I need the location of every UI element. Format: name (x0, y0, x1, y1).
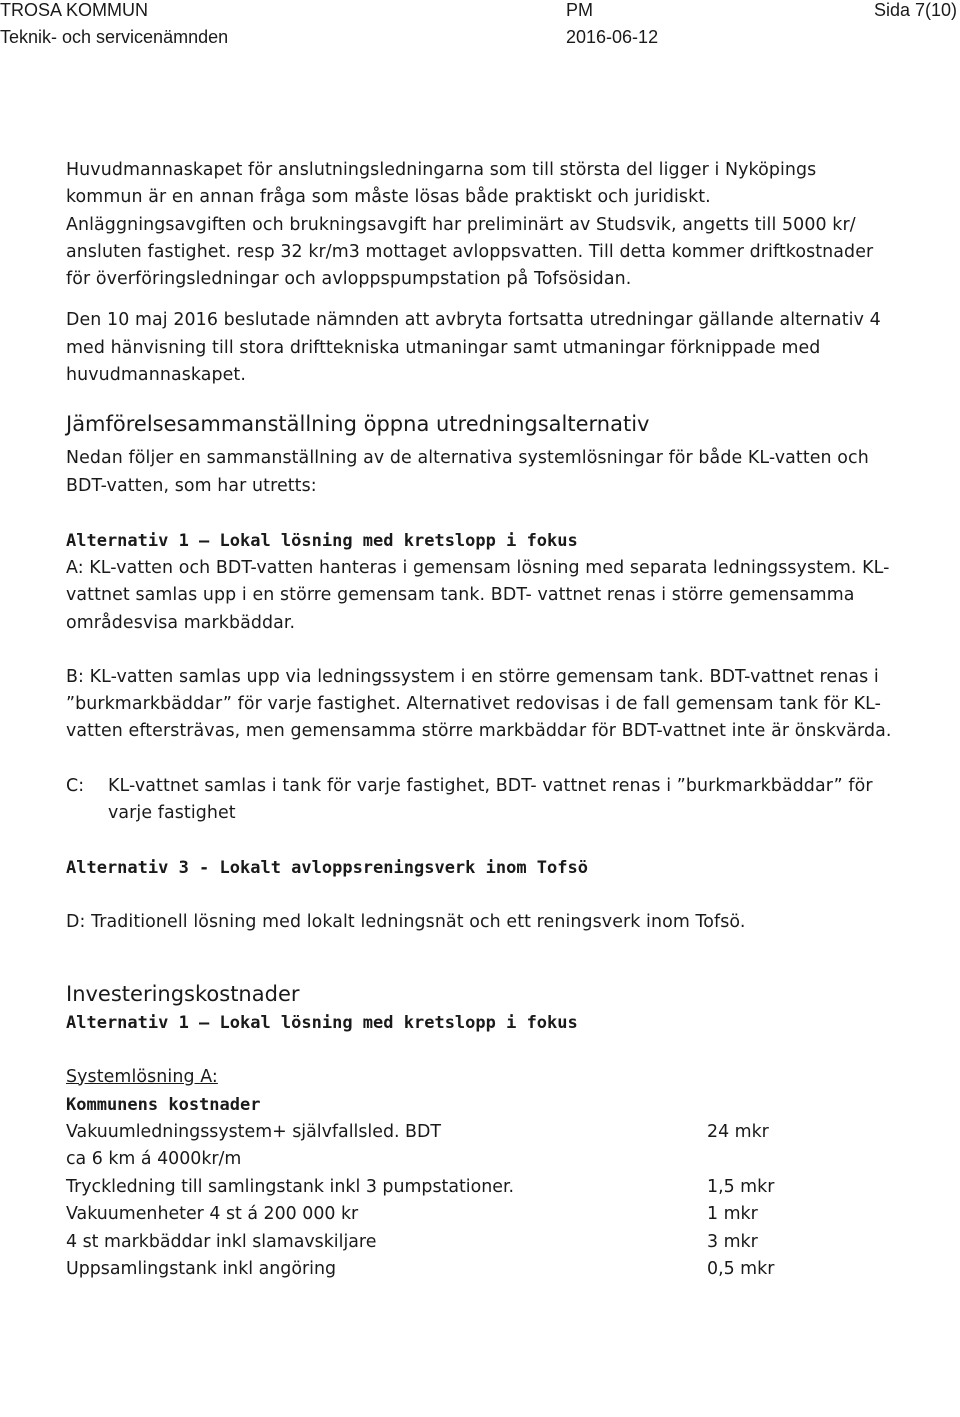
cost-item: Tryckledning till samlingstank inkl 3 pumpstationer. (66, 1176, 515, 1197)
paragraph-ownership: Huvudmannaskapet för anslutningsledningarna som till största del ligger i Nyköpings kommun är en annan fråga som måste lösas både praktiskt och juridiskt. (66, 160, 817, 208)
table-row (66, 1146, 896, 1174)
alt3-heading: Alternativ 3 - Lokalt avloppsreningsverk inom Tofsö (66, 858, 588, 879)
page-number: Sida 7(10) (873, 0, 957, 20)
option-c-text: KL-vattnet samlas i tank för varje fastighet, BDT- vattnet renas i ”burkmarkbäddar” för varje fastighet (108, 775, 873, 824)
doc-type: PM (566, 0, 593, 20)
paragraph-fees: Anläggningsavgiften och brukningsavgift har preliminärt av Studsvik, angetts till 5000 kr/ ansluten fastighet. resp 32 kr/m3 mottaget avloppsvatten. Till detta kommer driftkostnader för överföringsledningar och avloppspumpstation på Tofsösidan. (66, 214, 874, 290)
table-row (66, 1174, 896, 1202)
cost-item: Vakuumenheter 4 st á 200 000 kr (66, 1204, 359, 1225)
org-name: TROSA KOMMUN (0, 0, 149, 20)
cost-item: Uppsamlingstank inkl angöring (66, 1259, 337, 1280)
alt1-heading: Alternativ 1 – Lokal lösning med kretslopp i fokus (66, 530, 578, 551)
option-b: B: KL-vatten samlas upp via ledningssystem i en större gemensam tank. BDT-vattnet renas i ”burkmarkbäddar” för varje fastighet. Alternativet redovisas i de fall gemensam tank för KL-vatten eftersträvas, men gemensamma större markbäddar för BDT-vattnet inte är önskvärda. (66, 666, 892, 742)
investment-alt1-heading: Alternativ 1 – Lokal lösning med kretslopp i fokus (66, 1012, 578, 1033)
cost-table (66, 1119, 896, 1284)
doc-date: 2016-06-12 (566, 27, 659, 47)
comparison-intro: Nedan följer en sammanställning av de alternativa systemlösningar för både KL-vatten och BDT-vatten, som har utretts: (66, 448, 869, 496)
table-row (66, 1119, 896, 1147)
cost-value: 1 mkr (707, 1204, 758, 1225)
cost-item: Vakuumledningssystem+ självfallsled. BDT (66, 1121, 441, 1142)
page-header (0, 0, 960, 48)
cost-value (707, 1146, 896, 1174)
cost-value: 1,5 mkr (707, 1176, 775, 1197)
option-c-label: C: (66, 775, 85, 796)
table-row (66, 1201, 896, 1229)
investment-heading: Investeringskostnader (66, 981, 300, 1006)
document-body (66, 157, 896, 1284)
paragraph-decision: Den 10 maj 2016 beslutade nämnden att avbryta fortsatta utredningar gällande alternativ 4 med hänvisning till stora drifttekniska utmaningar samt utmaningar förknippade med huvudmannaskapet. (66, 310, 881, 386)
option-d: D: Traditionell lösning med lokalt ledningsnät och ett reningsverk inom Tofsö. (66, 912, 746, 933)
cost-value: 24 mkr (707, 1121, 769, 1142)
municipality-costs-label: Kommunens kostnader (66, 1094, 261, 1115)
comparison-heading: Jämförelsesammanställning öppna utredningsalternativ (66, 412, 650, 437)
system-label: Systemlösning A: (66, 1066, 218, 1087)
cost-item: 4 st markbäddar inkl slamavskiljare (66, 1231, 377, 1252)
option-a: A: KL-vatten och BDT-vatten hanteras i gemensam lösning med separata ledningssystem. KL-vattnet samlas upp i en större gemensam tank. BDT- vattnet renas i större gemensamma områdesvisa markbäddar. (66, 557, 890, 633)
cost-item: ca 6 km á 4000kr/m (66, 1149, 242, 1170)
option-c (66, 773, 896, 828)
table-row (66, 1256, 896, 1284)
table-row (66, 1229, 896, 1257)
cost-value: 3 mkr (707, 1231, 758, 1252)
department-name: Teknik- och servicenämnden (0, 27, 229, 47)
cost-value: 0,5 mkr (707, 1259, 775, 1280)
